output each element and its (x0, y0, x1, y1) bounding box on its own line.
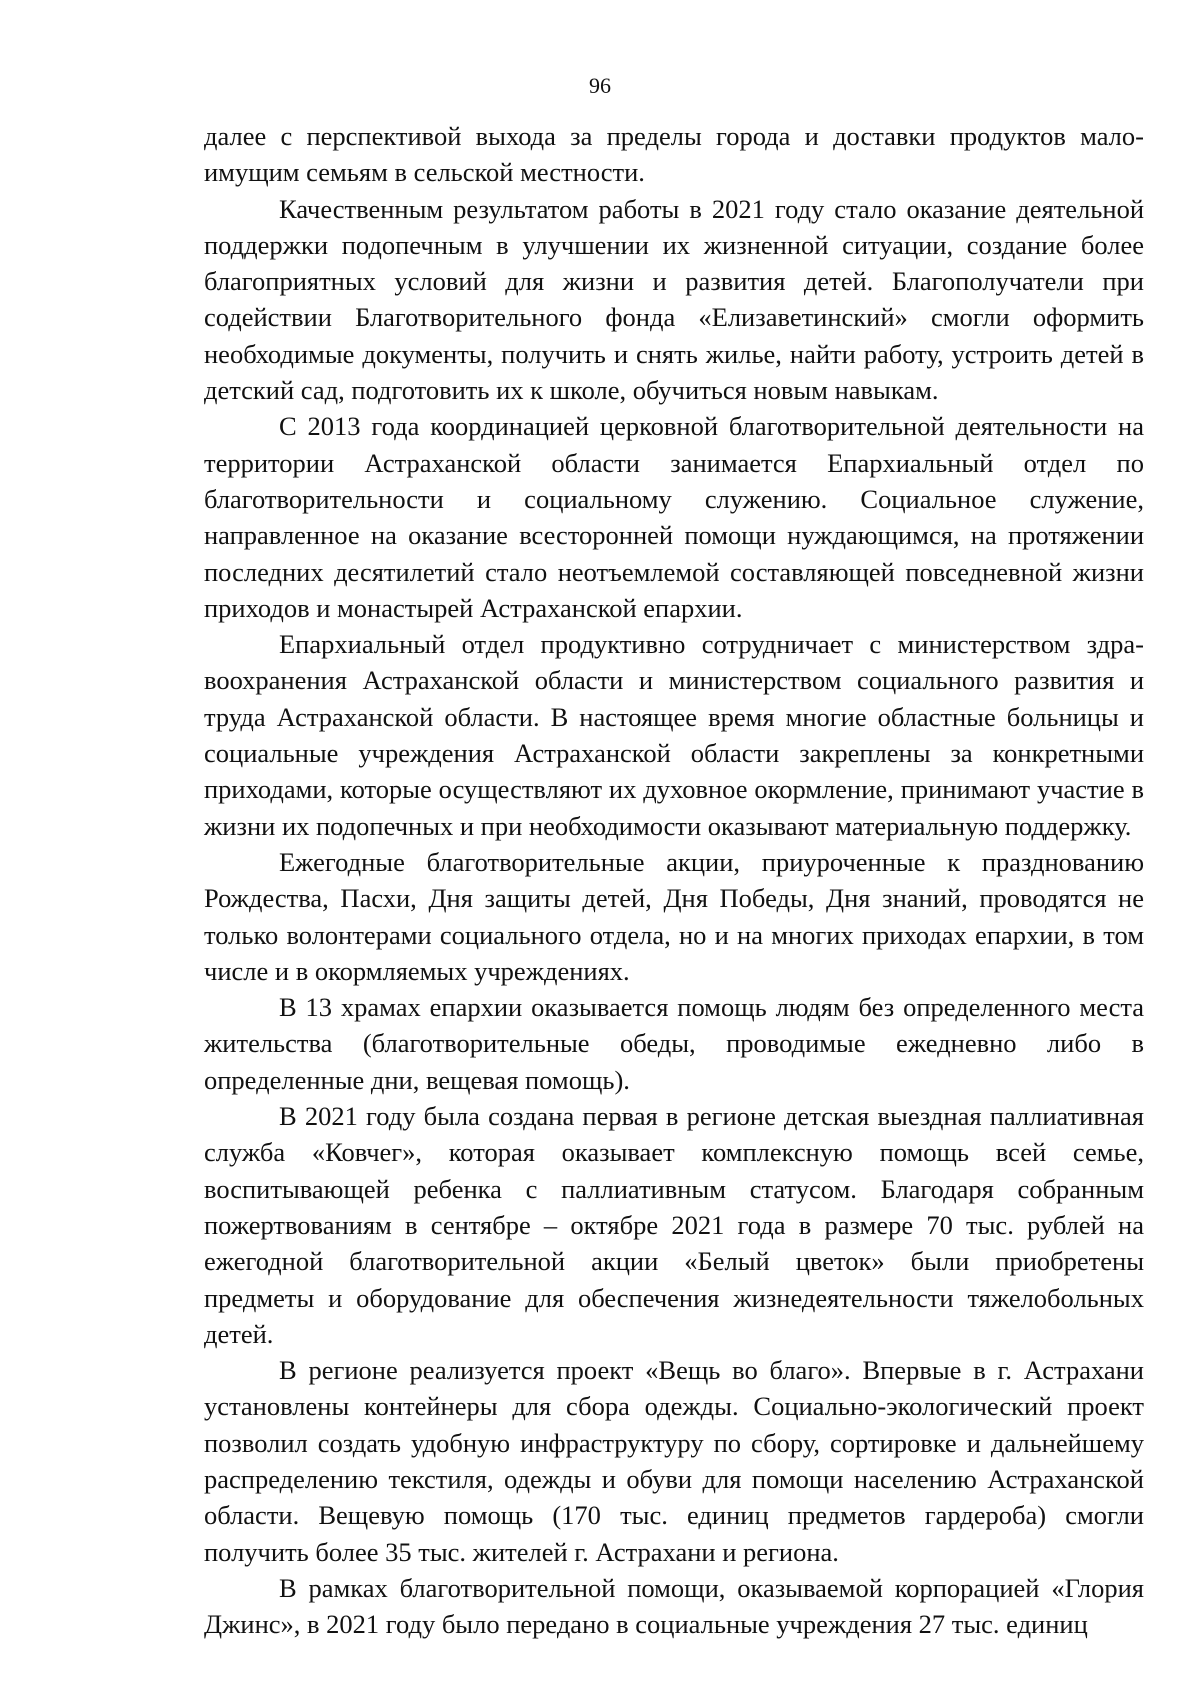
paragraph-annual-actions: Ежегодные благотворительные акции, приуроченные к празднованию Рождества, Пасхи, Дня защиты детей, Дня Победы, Дня знаний, проводятся не только волонтерами социального отдела, но и на многих приходах епархии, в том числе и в окормляемых учреждениях. (204, 846, 1144, 986)
paragraph-results-2021: Качественным результатом работы в 2021 году стало оказание деятельной поддержки подопечным в улучшении их жизненной ситуации, создание более благоприятных условий для жизни и развития детей. Благополучатели при содействии Благотворительного фонда «Елизаветинский» смогли оформить необходимые документы, получить и снять жилье, найти работу, устроить детей в детский сад, подготовить их к школе, обучиться новым навыкам. (204, 193, 1144, 406)
paragraph-homeless-help: В 13 храмах епархии оказывается помощь людям без определенного места жительства (благотворительные обеды, проводимые ежедневно либо в определенные дни, вещевая помощь). (204, 992, 1144, 1095)
page-number: 96 (589, 73, 611, 98)
paragraph-gloria-jeans: В рамках благотворительной помощи, оказываемой корпорацией «Глория Джинс», в 2021 году было передано в социальные учреждения 27 тыс. единиц (204, 1572, 1144, 1640)
paragraph-clothing-project: В регионе реализуется проект «Вещь во благо». Впервые в г. Астрахани установлены контейнеры для сбора одежды. Социально-экологический проект позволил создать удобную инфраструктуру по сбору, сортировке и дальнейшему распределению текстиля, одежды и обуви для помощи населению Астраханской области. Вещевую помощь (170 тыс. единиц предметов гардероба) смогли получить более 35 тыс. жителей г. Астрахани и региона. (204, 1355, 1144, 1567)
paragraph-ministry-cooperation: Епархиальный отдел продуктивно сотрудничает с министерством здравоохранения Астраханской области и министерством социального развития и труда Астраханской области. В настоящее время многие областные больницы и социальные учреждения Астраханской области закреплены за конкретными приходами, которые осуществляют их духовное окормление, принимают участие в жизни их подопечных и при необходимости оказывают материальную поддержку. (204, 629, 1144, 841)
paragraph-continuation: далее с перспективой выхода за пределы города и доставки продуктов малоимущим семьям в сельской местности. (204, 121, 1144, 188)
paragraph-eparchial-department: С 2013 года координацией церковной благотворительной деятельности на территории Астраханской области занимается Епархиальный отдел по благотворительности и социальному служению. Социальное служение, направленное на оказание всесторонней помощи нуждающимся, на протяжении последних десятилетий стало неотъемлемой составляющей повседневной жизни приходов и монастырей Астраханской епархии. (204, 411, 1144, 623)
paragraph-palliative-service: В 2021 году была создана первая в регионе детская выездная паллиативная служба «Ковчег», которая оказывает комплексную помощь всей семье, воспитывающей ребенка с паллиативным статусом. Благодаря собранным пожертвованиям в сентябре – октябре 2021 года в размере 70 тыс. рублей на ежегодной благотворительной акции «Белый цветок» были приобретены предметы и оборудование для обеспечения жизнедеятельности тяжелобольных детей. (204, 1101, 1144, 1349)
body-text (204, 118, 1144, 1642)
